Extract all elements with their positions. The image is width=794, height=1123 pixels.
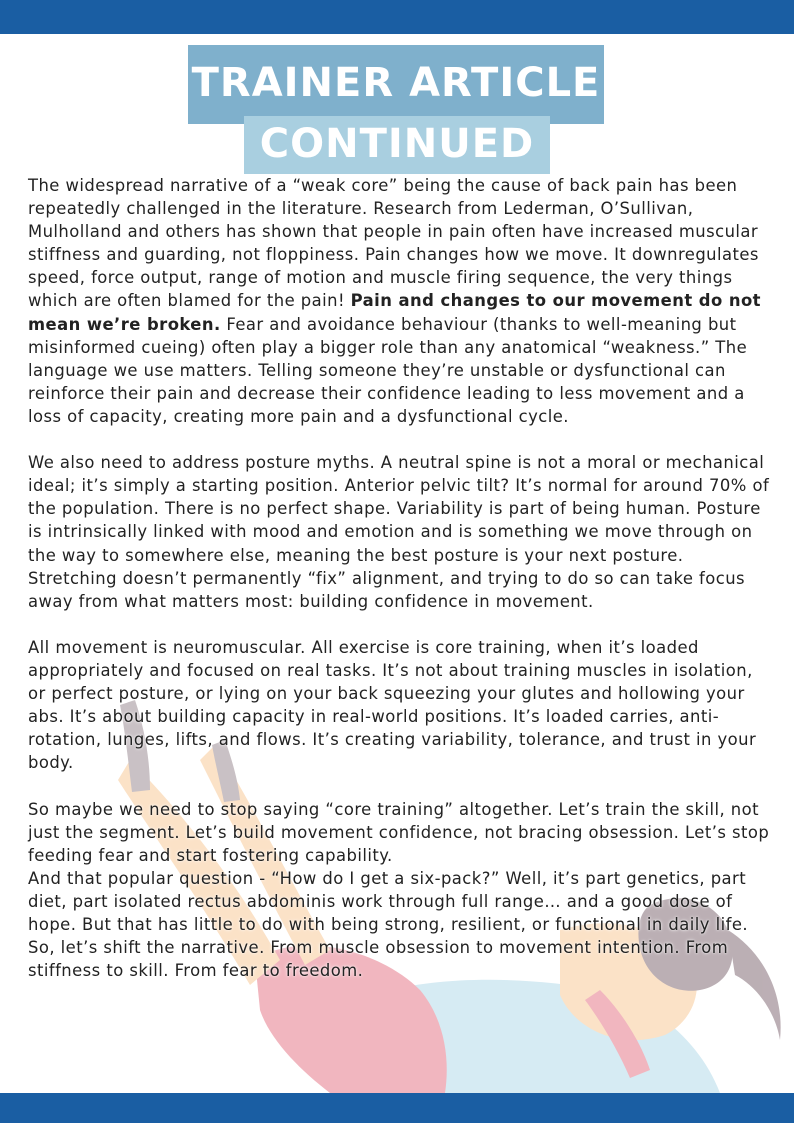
paragraph-stop-core-training: So maybe we need to stop saying “core training” altogether. Let’s train the skill, not just the segment. Let’s build movement confidence, not bracing obsession. Let’s stop feeding fear and start fostering capability. bbox=[28, 799, 770, 865]
p1-bold-statement: Pain and changes to our movement do not mean we’re broken. bbox=[28, 291, 761, 334]
paragraph-six-pack: And that popular question - “How do I get a six-pack?” Well, it’s part genetics, part diet, part isolated rectus abdominis work through full range… and a good dose of hope. But that has little to do with being strong, resilient, or functional in daily life. bbox=[28, 868, 749, 934]
page-title: TRAINER ARTICLE bbox=[191, 59, 601, 106]
p1-text-b: Fear and avoidance behaviour (thanks to well-meaning but misinformed cueing) often play a bigger role than any anatomical “weakness.” The language we use matters. Telling someone they’re unstable or dysfunctional can reinforce their pain and decrease their confidence leading to less movement and a loss of capacity, creating more pain and a dysfunctional cycle. bbox=[28, 314, 748, 426]
paragraph-shift-narrative: So, let’s shift the narrative. From muscle obsession to movement intention. From stiffness to skill. From fear to freedom. bbox=[28, 938, 729, 981]
article-body bbox=[28, 174, 773, 982]
paragraph-core-narrative bbox=[28, 174, 773, 428]
page-subtitle: CONTINUED bbox=[259, 121, 535, 167]
paragraph-neuromuscular: All movement is neuromuscular. All exercise is core training, when it’s loaded appropriately and focused on real tasks. It’s not about training muscles in isolation, or perfect posture, or lying on your back squeezing your glutes and hollowing your abs. It’s about building capacity in real-world positions. It’s loaded carries, anti-rotation, lunges, lifts, and flows. It’s creating variability, tolerance, and trust in your body. bbox=[28, 637, 757, 773]
title-box-trainer-article bbox=[188, 45, 604, 124]
paragraph-posture-myths: We also need to address posture myths. A neutral spine is not a moral or mechanical ideal; it’s simply a starting position. Anterior pelvic tilt? It’s normal for around 70% of the population. There is no perfect shape. Variability is part of being human. Posture is intrinsically linked with mood and emotion and is something we move through on the way to somewhere else, meaning the best posture is your next posture. Stretching doesn’t permanently “fix” alignment, and trying to do so can take focus away from what matters most: building confidence in movement. bbox=[28, 453, 770, 611]
bottom-band bbox=[0, 1093, 794, 1123]
title-box-continued bbox=[244, 116, 550, 174]
p1-text-a: The widespread narrative of a “weak core” being the cause of back pain has been repeatedly challenged in the literature. Research from Lederman, O’Sullivan, Mulholland and others has shown that people in pain often have increased muscular stiffness and guarding, not floppiness. Pain changes how we move. It downregulates speed, force output, range of motion and muscle firing sequence, the very things which are often blamed for the pain! bbox=[28, 176, 759, 311]
